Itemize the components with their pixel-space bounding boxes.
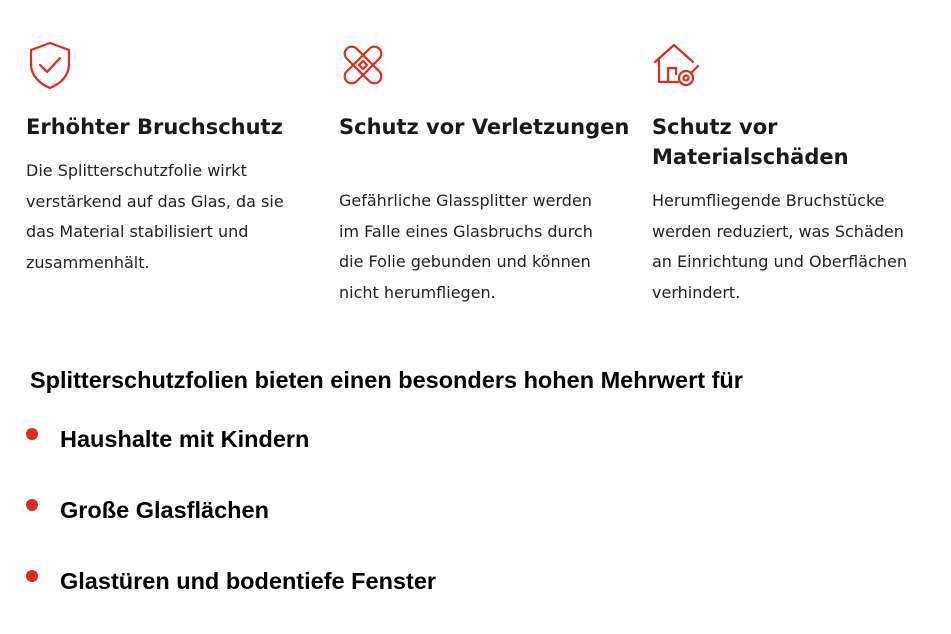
feature-title: Erhöhter Bruchschutz	[26, 115, 283, 139]
bullet-icon	[26, 428, 38, 440]
bullet-icon	[26, 499, 38, 511]
feature-title: Schutz vor Materialschäden	[652, 115, 849, 169]
bullet-icon	[26, 570, 38, 582]
feature-title: Schutz vor Verletzungen	[339, 115, 630, 139]
feature-description: Herumfliegende Bruchstücke werden reduziert, was Schäden an Einrichtung und Oberflächen verhindert.	[652, 191, 907, 302]
feature-description: Die Splitterschutzfolie wirkt verstärkend auf das Glas, da sie das Material stabilisiert und zusammenhält.	[26, 161, 284, 272]
shield-check-icon	[26, 40, 74, 90]
benefits-heading: Splitterschutzfolien bieten einen besonders hohen Mehrwert für	[30, 367, 743, 393]
feature-description: Gefährliche Glassplitter werden im Falle eines Glasbruchs durch die Folie gebunden und können nicht herumfliegen.	[339, 191, 593, 302]
bandage-cross-icon	[339, 40, 387, 90]
house-shield-icon	[652, 40, 700, 90]
